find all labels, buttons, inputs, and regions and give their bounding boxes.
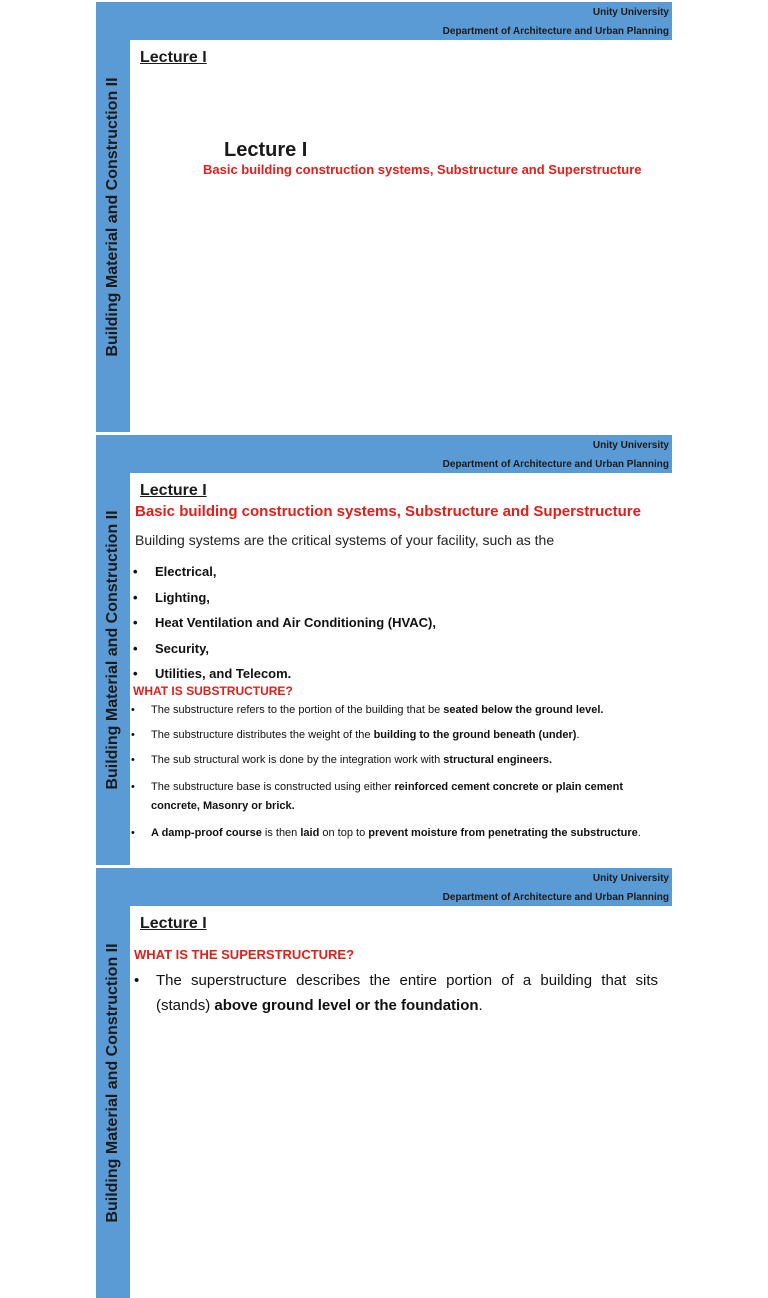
sidebar-title: Building Material and Construction II <box>104 510 121 790</box>
university-name: Unity University <box>592 440 669 451</box>
university-name: Unity University <box>592 873 669 884</box>
lecture-tag: Lecture I <box>140 915 207 932</box>
list-item: • Utilities, and Telecom. <box>133 666 292 681</box>
sidebar-band <box>96 868 130 1298</box>
slide-3 <box>96 868 672 1223</box>
substructure-heading: WHAT IS SUBSTRUCTURE? <box>133 684 293 698</box>
list-item: • A damp-proof course is then laid on top to prevent moisture from penetrating the substructure. <box>131 827 641 839</box>
list-item: • The superstructure describes the entire portion of a building that sits (stands) above ground level or the foundation. <box>134 972 658 1014</box>
sidebar-title: Building Material and Construction II <box>104 77 121 357</box>
sidebar-band <box>96 435 130 865</box>
substructure-points <box>131 703 666 843</box>
list-item: • Security, <box>133 640 209 656</box>
list-item: • The substructure base is constructed using either reinforced cement concrete or plain cement concrete, Masonry or brick. <box>131 781 623 812</box>
header-band <box>96 868 672 906</box>
list-item: • Heat Ventilation and Air Conditioning (HVAC), <box>133 615 436 630</box>
list-item: • The sub structural work is done by the integration work with structural engineers. <box>131 754 553 766</box>
list-item: • Lighting, <box>133 589 210 605</box>
sidebar-band <box>96 2 130 432</box>
intro-text: Building systems are the critical systems of your facility, such as the <box>135 532 555 548</box>
list-item: • The substructure refers to the portion of the building that be seated below the ground level. <box>131 704 604 716</box>
department-name: Department of Architecture and Urban Planning <box>442 26 669 37</box>
department-name: Department of Architecture and Urban Planning <box>442 892 669 903</box>
slide-subtitle: Basic building construction systems, Substructure and Superstructure <box>203 162 642 177</box>
lecture-tag: Lecture I <box>140 482 207 499</box>
university-name: Unity University <box>592 7 669 18</box>
superstructure-points <box>134 968 658 1018</box>
sidebar-title: Building Material and Construction II <box>104 943 121 1223</box>
slide-title: Lecture I <box>224 139 308 161</box>
list-item: • Electrical, <box>133 564 217 579</box>
systems-list <box>133 559 666 687</box>
header-band <box>96 2 672 40</box>
superstructure-heading: WHAT IS THE SUPERSTRUCTURE? <box>134 947 355 962</box>
section-heading: Basic building construction systems, Substructure and Superstructure <box>135 503 641 520</box>
department-name: Department of Architecture and Urban Planning <box>442 459 669 470</box>
header-band <box>96 435 672 473</box>
slide-2 <box>96 435 672 865</box>
list-item: • The substructure distributes the weight of the building to the ground beneath (under). <box>131 729 580 741</box>
lecture-tag: Lecture I <box>140 49 207 66</box>
slide-1 <box>96 2 672 432</box>
